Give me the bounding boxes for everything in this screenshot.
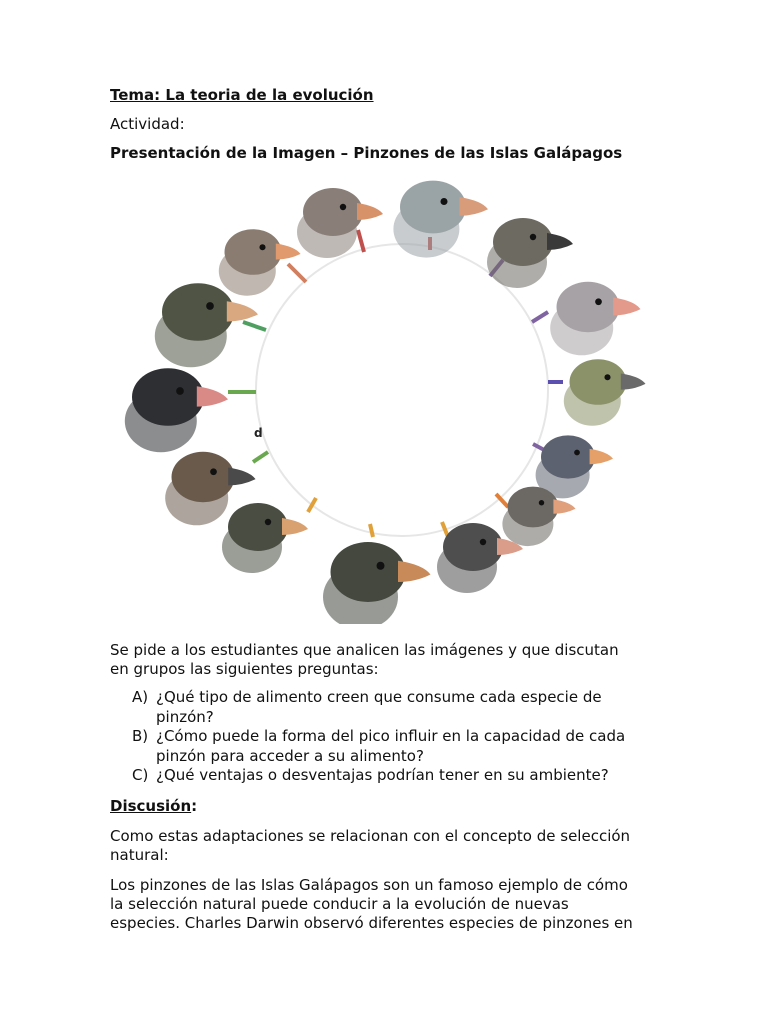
intro-line-1: Se pide a los estudiantes que analicen las imágenes y que discutan [110, 641, 619, 659]
color-marker [532, 312, 548, 322]
question-text: ¿Qué tipo de alimento creen que consume cada especie de [156, 688, 602, 706]
color-marker [288, 264, 306, 282]
question-marker: A) [132, 688, 149, 706]
discussion-p1-line-2: natural: [110, 846, 169, 864]
question-text: ¿Cómo puede la forma del pico influir en la capacidad de cada [156, 727, 626, 745]
finch-head-6 [533, 435, 613, 498]
question-b [110, 727, 676, 766]
figure-letter: d [254, 426, 263, 440]
question-text: ¿Qué ventajas o desventajas podrían tener en su ambiente? [156, 766, 609, 784]
finch-head-10 [222, 498, 316, 573]
question-a [110, 688, 676, 727]
image-section-title: Presentación de la Imagen – Pinzones de las Islas Galápagos [110, 144, 623, 162]
center-ring [256, 244, 548, 536]
question-text-cont: pinzón para acceder a su alimento? [156, 746, 424, 765]
finch-head-9 [323, 524, 431, 624]
color-marker [253, 452, 268, 462]
finch-head-2 [393, 181, 488, 258]
discussion-title: Discusión [110, 797, 192, 815]
discussion-p2-line-3: especies. Charles Darwin observó diferentes especies de pinzones en [110, 914, 633, 932]
discussion-heading [110, 796, 197, 816]
question-c [110, 766, 676, 786]
finch-head-13 [155, 283, 266, 367]
activity-label: Actividad: [110, 115, 185, 133]
topic-heading: Tema: La teoria de la evolución [110, 86, 374, 104]
intro-line-2: en grupos las siguientes preguntas: [110, 660, 379, 678]
question-marker: B) [132, 727, 149, 745]
finch-head-14 [219, 229, 306, 296]
finch-head-4 [532, 282, 641, 356]
color-marker [358, 230, 364, 252]
question-list [110, 688, 676, 786]
question-text-cont: pinzón? [156, 707, 214, 726]
discussion-p2-line-1: Los pinzones de las Islas Galápagos son un famoso ejemplo de cómo [110, 876, 628, 894]
discussion-p2-line-2: la selección natural puede conducir a la evolución de nuevas [110, 895, 569, 913]
finches-figure [108, 172, 656, 624]
finch-head-5 [548, 359, 646, 426]
color-marker [243, 322, 266, 330]
discussion-p1-line-1: Como estas adaptaciones se relacionan con el concepto de selección [110, 827, 631, 845]
finch-head-3 [487, 218, 573, 288]
question-marker: C) [132, 766, 149, 784]
finch-head-12 [125, 368, 256, 452]
discussion-colon: : [191, 797, 198, 815]
